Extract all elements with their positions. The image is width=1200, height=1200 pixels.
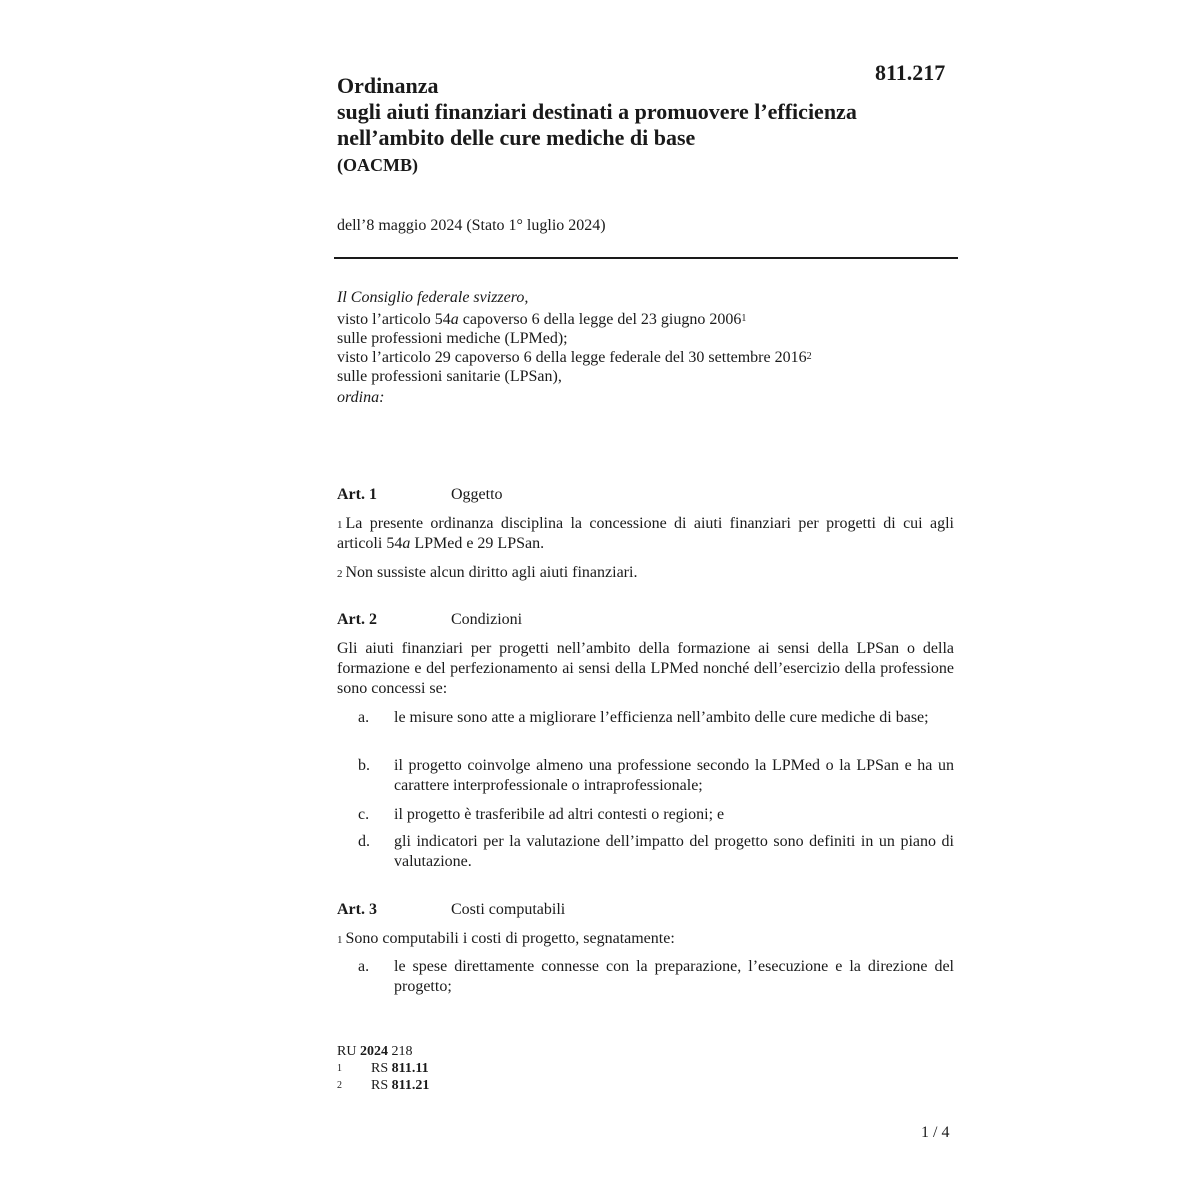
article-number: Art. 2 (337, 611, 377, 628)
preamble-line: sulle professioni mediche (LPMed); (337, 330, 568, 347)
article-number: Art. 1 (337, 486, 377, 503)
list-item: c. il progetto è trasferibile ad altri contesti o regioni; e (358, 806, 725, 823)
article-paragraph: Gli aiuti finanziari per progetti nell’ambito della formazione ai sensi della LPSan o della formazione e del perfezionamento ai sensi della LPMed nonché dell’esercizio della professione sono concessi se: (337, 640, 954, 697)
footnote-ref[interactable]: 1 (741, 313, 747, 324)
preamble-authority: Il Consiglio federale svizzero, (337, 289, 529, 306)
article-paragraph: $^1$ La presente ordinanza disciplina la concessione di aiuti finanziari per progetti di cui agli articoli 54a LPMed e 29 LPSan. (337, 515, 954, 552)
article-heading (337, 611, 522, 629)
article-paragraph: $^1$ Sono computabili i costi di progetto, segnatamente: (337, 930, 675, 947)
preamble (337, 288, 957, 407)
preamble-line: visto l’articolo 29 capoverso 6 della legge federale del 30 settembre 2016$^2$ (337, 349, 812, 366)
list-item: a. le spese direttamente connesse con la preparazione, l’esecuzione e la direzione del progetto; (358, 958, 954, 995)
list-item: d. gli indicatori per la valutazione dell’impatto del progetto sono definiti in un piano di valutazione. (358, 833, 954, 870)
title-line: nell’ambito delle cure mediche di base (337, 125, 696, 150)
page-footer (337, 1043, 429, 1094)
article-heading (337, 486, 503, 504)
list-item: b. il progetto coinvolge almeno una professione secondo la LPMed o la LPSan e ha un carattere interprofessionale o intraprofessionale; (358, 757, 954, 794)
article-heading (337, 901, 565, 919)
document-date: dell’8 maggio 2024 (Stato 1° luglio 2024) (337, 217, 606, 234)
preamble-line: sulle professioni sanitarie (LPSan), (337, 368, 562, 385)
footnote: 1 RS 811.11 (337, 1061, 429, 1076)
document-title (337, 73, 957, 151)
page-number: 1 / 4 (921, 1124, 950, 1141)
article-number: Art. 3 (337, 901, 377, 918)
header-divider (334, 257, 958, 259)
article-paragraph: $^2$ Non sussiste alcun diritto agli aiuti finanziari. (337, 564, 638, 581)
footnote-ref[interactable]: 2 (806, 351, 812, 362)
article-title: Condizioni (451, 611, 523, 628)
article-title: Oggetto (451, 486, 503, 503)
document-abbreviation: (OACMB) (337, 155, 418, 175)
ru-reference: RU 2024 218 (337, 1044, 413, 1059)
title-line: sugli aiuti finanziari destinati a promuovere l’efficienza (337, 99, 857, 124)
footnote: 2 RS 811.21 (337, 1078, 430, 1093)
preamble-decree: ordina: (337, 389, 385, 406)
title-line: Ordinanza (337, 73, 439, 98)
article-title: Costi computabili (451, 901, 566, 918)
list-item: a. le misure sono atte a migliorare l’efficienza nell’ambito delle cure mediche di base; (358, 709, 929, 726)
sr-number: 811.217 (875, 60, 946, 85)
preamble-line: visto l’articolo 54a capoverso 6 della legge del 23 giugno 2006$^1$ (337, 311, 747, 328)
